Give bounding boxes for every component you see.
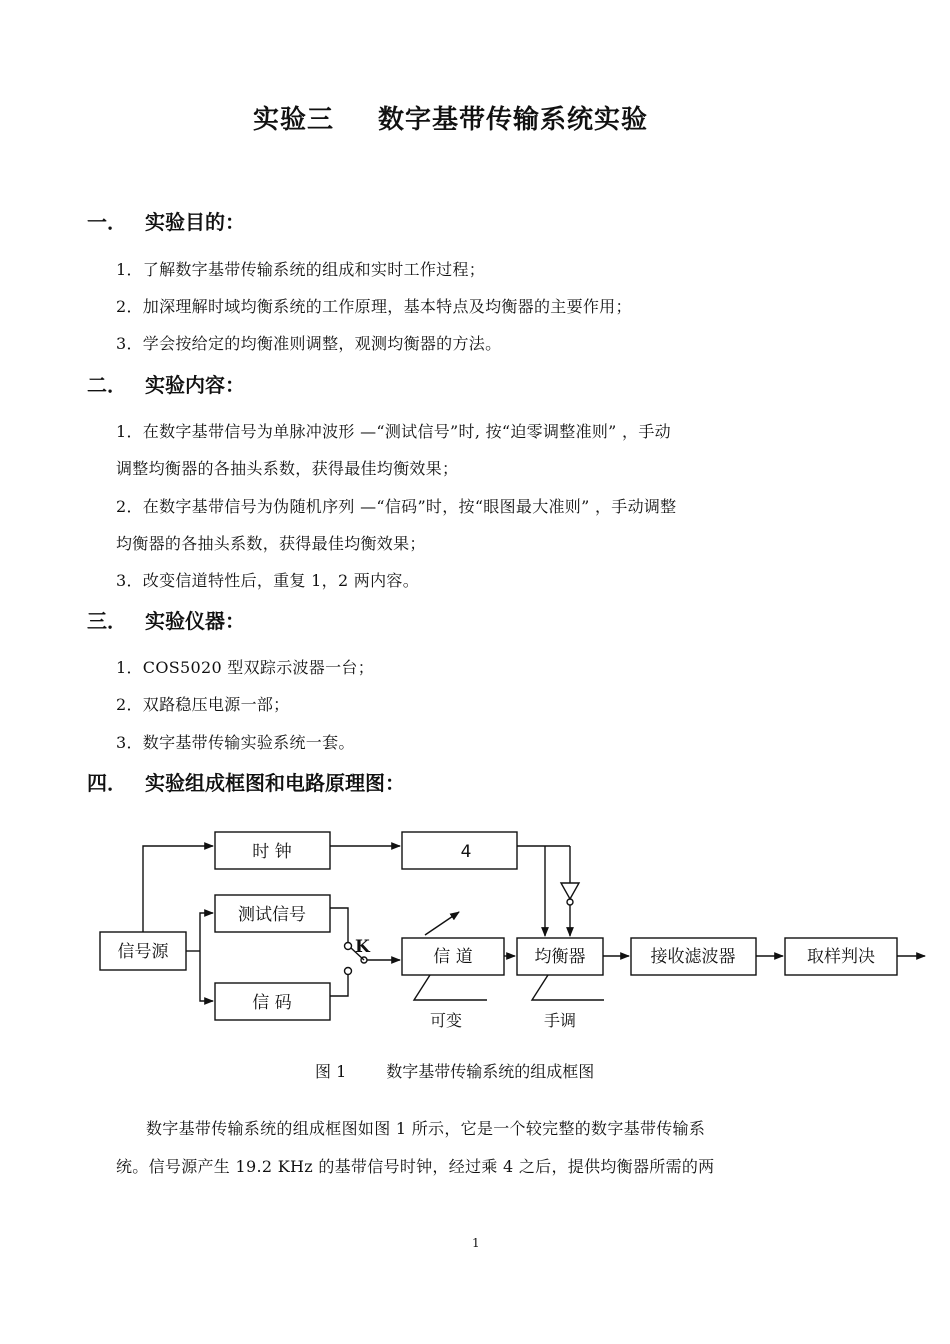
content-item-continued: 调整均衡器的各抽头系数，获得最佳均衡效果； <box>116 459 459 478</box>
figure-caption-text: 数字基带传输系统的组成框图 <box>386 1062 595 1081</box>
multiplier-label: 4 <box>460 842 472 862</box>
section-heading-contents: 二． 实验内容： <box>87 373 245 397</box>
instrument-item: 2．双路稳压电源一部； <box>116 695 290 714</box>
test-signal-label: 测试信号 <box>238 905 306 925</box>
content-item-continued: 均衡器的各抽头系数，获得最佳均衡效果； <box>116 534 426 553</box>
title-experiment-name: 数字基带传输系统实验 <box>378 105 649 135</box>
multiplier-box <box>402 832 517 869</box>
connector-test-switch <box>330 908 348 942</box>
objective-item: 1．了解数字基带传输系统的组成和实时工作过程； <box>116 260 486 279</box>
manual-label: 手调 <box>543 1011 577 1030</box>
clock-label: 时 钟 <box>252 842 292 862</box>
objective-item: 2．加深理解时域均衡系统的工作原理，基本特点及均衡器的主要作用； <box>116 297 632 316</box>
section-heading-instruments: 三． 实验仪器： <box>87 609 245 633</box>
variable-arrow <box>425 912 459 935</box>
figure-caption <box>315 1059 594 1082</box>
body-paragraph-line: 统。信号源产生 19.2 KHz 的基带信号时钟，经过乘 4 之后，提供均衡器所需的两 <box>116 1157 715 1176</box>
code-label: 信 码 <box>252 993 292 1013</box>
variable-label: 可变 <box>429 1011 463 1030</box>
content-item: 3．改变信道特性后，重复 1，2 两内容。 <box>116 571 420 590</box>
connector-code-switch <box>330 975 348 996</box>
switch-contact-top <box>345 943 352 950</box>
section-heading-diagram: 四． 实验组成框图和电路原理图： <box>87 771 405 795</box>
content-item: 1．在数字基带信号为单脉冲波形 —“测试信号”时, 按“迫零调整准则” ，手动 <box>116 422 671 441</box>
channel-label: 信 道 <box>433 947 473 967</box>
instrument-item: 1．COS5020 型双踪示波器一台； <box>116 658 375 677</box>
inverter-symbol <box>561 883 579 899</box>
section-heading-objectives: 一． 实验目的： <box>87 210 245 234</box>
equalizer-label: 均衡器 <box>534 947 586 967</box>
body-paragraph-line: 数字基带传输系统的组成框图如图 1 所示，它是一个较完整的数字基带传输系 <box>146 1119 706 1138</box>
connector-source-clock <box>143 846 213 932</box>
connector-branch-code <box>200 951 213 1001</box>
instrument-item: 3．数字基带传输实验系统一套。 <box>116 733 355 752</box>
connector-branch-test <box>200 913 213 951</box>
rx-filter-label: 接收滤波器 <box>650 947 736 967</box>
switch-label: K <box>355 937 370 957</box>
page-number: 1 <box>472 1236 480 1250</box>
signal-source-label: 信号源 <box>117 942 169 962</box>
variable-indicator <box>414 975 487 1000</box>
content-item: 2．在数字基带信号为伪随机序列 —“信码”时，按“眼图最大准则” ，手动调整 <box>116 497 677 516</box>
decision-label: 取样判决 <box>807 947 875 967</box>
figure-caption-label: 图 1 <box>315 1062 347 1081</box>
switch-contact-bottom <box>345 968 352 975</box>
title-experiment-number: 实验三 <box>253 105 335 135</box>
objective-item: 3．学会按给定的均衡准则调整，观测均衡器的方法。 <box>116 334 502 353</box>
manual-indicator <box>532 975 604 1000</box>
